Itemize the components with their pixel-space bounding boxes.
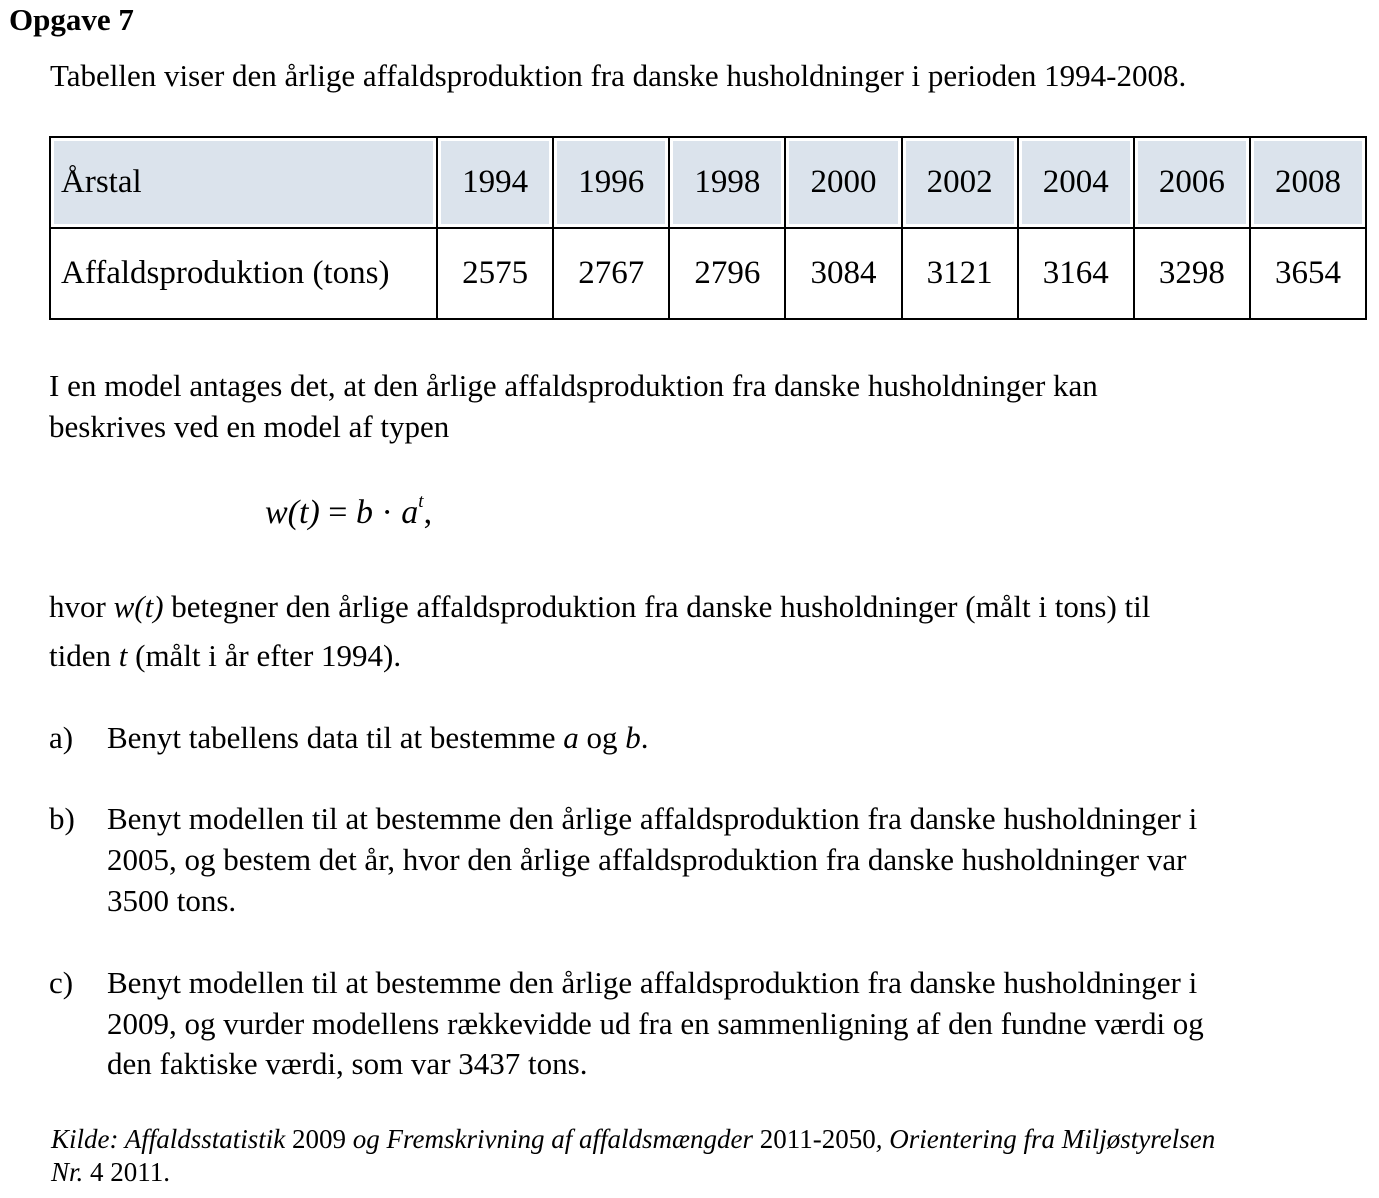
table-row-waste	[50, 228, 1366, 319]
model-text-line-1: I en model antages det, at den årlige affaldsproduktion fra danske husholdninger kan	[49, 368, 1098, 403]
formula-b: b	[355, 494, 373, 531]
q-var-a: a	[563, 720, 579, 755]
source-text: Kilde: Affaldsstatistik	[51, 1124, 293, 1154]
formula-dot: ·	[372, 494, 402, 531]
value-cell: 3298	[1134, 228, 1250, 319]
desc-var-t: t	[118, 638, 128, 673]
year-cell: 2002	[902, 137, 1018, 228]
question-c-line-3: den faktiske værdi, som var 3437 tons.	[107, 1046, 588, 1081]
year-cell: 2004	[1018, 137, 1134, 228]
value-cell: 3121	[902, 228, 1018, 319]
formula-a: a	[401, 494, 419, 531]
value-cell: 3164	[1018, 228, 1134, 319]
year-cell: 2008	[1250, 137, 1366, 228]
source-text: og Fremskrivning af affaldsmængder	[346, 1124, 760, 1154]
row-label-year: Årstal	[50, 137, 437, 228]
question-b-letter: b)	[49, 801, 75, 836]
description-line-2	[49, 636, 401, 676]
q-var-b: b	[625, 720, 641, 755]
value-cell: 3654	[1250, 228, 1366, 319]
question-b-line-2: 2005, og bestem det år, hvor den årlige affaldsproduktion fra danske husholdninger var	[107, 842, 1187, 877]
year-cell: 1996	[553, 137, 669, 228]
q-text: .	[640, 720, 649, 755]
q-text: Benyt tabellens data til at bestemme	[107, 720, 564, 755]
formula-equals: =	[319, 494, 356, 531]
value-cell: 2767	[553, 228, 669, 319]
page-title: Opgave 7	[9, 2, 134, 37]
formula-comma: ,	[423, 494, 433, 531]
source-line-2	[51, 1157, 170, 1188]
question-b-line-3: 3500 tons.	[107, 883, 237, 918]
value-cell: 3084	[785, 228, 901, 319]
formula-lhs: w(t)	[265, 494, 320, 531]
value-cell: 2796	[669, 228, 785, 319]
question-a-letter: a)	[49, 720, 74, 755]
value-cell: 2575	[437, 228, 553, 319]
source-line-1	[51, 1124, 1215, 1155]
model-formula	[265, 490, 433, 532]
data-table	[49, 136, 1367, 320]
formula-exponent: t	[418, 490, 424, 512]
q-text: og	[578, 720, 626, 755]
model-text-line-2: beskrives ved en model af typen	[49, 409, 450, 444]
source-text: , Orientering fra Miljøstyrelsen	[875, 1124, 1216, 1154]
desc-text: betegner den årlige affaldsproduktion fra danske husholdninger (målt i tons) til	[163, 589, 1151, 624]
desc-var-w: w(t)	[113, 589, 164, 624]
year-cell: 2006	[1134, 137, 1250, 228]
desc-text: (målt i år efter 1994).	[127, 638, 402, 673]
source-text: Nr.	[51, 1157, 84, 1187]
question-a-text	[107, 718, 649, 758]
description-line-1	[49, 587, 1150, 627]
row-label-waste: Affaldsproduktion (tons)	[50, 228, 437, 319]
desc-text: tiden	[49, 638, 119, 673]
source-text: 2009	[292, 1124, 347, 1154]
source-text: 2011-2050	[759, 1124, 876, 1154]
year-cell: 2000	[785, 137, 901, 228]
table-row-years	[50, 137, 1366, 228]
question-c-line-1: Benyt modellen til at bestemme den årlige affaldsproduktion fra danske husholdninger i	[107, 965, 1198, 1000]
year-cell: 1998	[669, 137, 785, 228]
intro-text: Tabellen viser den årlige affaldsproduktion fra danske husholdninger i perioden 1994-2008.	[50, 58, 1187, 93]
year-cell: 1994	[437, 137, 553, 228]
question-b-line-1: Benyt modellen til at bestemme den årlige affaldsproduktion fra danske husholdninger i	[107, 801, 1198, 836]
question-c-line-2: 2009, og vurder modellens rækkevidde ud fra en sammenligning af den fundne værdi og	[107, 1006, 1204, 1041]
desc-text: hvor	[49, 589, 114, 624]
question-c-letter: c)	[49, 965, 74, 1000]
source-text: 4 2011.	[83, 1157, 171, 1187]
